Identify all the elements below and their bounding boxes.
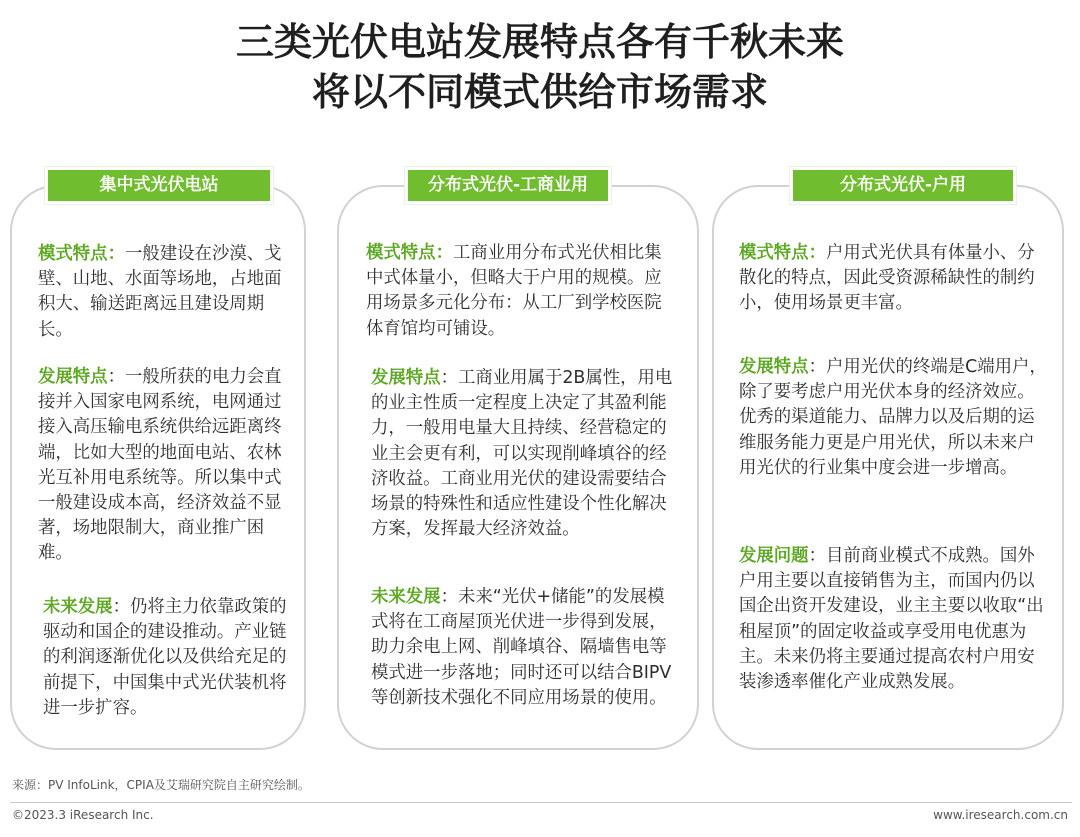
tag-commercial: 分布式光伏-工商业用 (405, 167, 611, 204)
block-sep: ： (808, 546, 826, 566)
block-future-commercial (371, 585, 679, 711)
block-text: 目前商业模式不成熟。国外户用主要以直接销售为主，而国内仍以国企出资开发建设，业主主要以收取“出租屋顶”的固定收益或享受用电优惠为主。未来仍将主要通过提高农村户用安装渗透率催化产业成熟发展。 (739, 546, 1044, 693)
tag-household: 分布式光伏-户用 (790, 167, 1016, 204)
block-label: 发展问题 (739, 546, 809, 566)
block-text: 户用式光伏具有体量小、分散化的特点，因此受资源稀缺性的制约小，使用场景更丰富。 (739, 243, 1035, 314)
block-text: 工商业用分布式光伏相比集中式体量小，但略大于户用的规模。应用场景多元化分布：从工厂到学校医院体育馆均可铺设。 (366, 243, 662, 339)
block-mode-household (739, 241, 1049, 317)
block-future-centralized (43, 595, 298, 721)
block-sep: ： (808, 243, 826, 263)
site-link[interactable]: www.iresearch.com.cn (933, 808, 1068, 822)
block-development-household (739, 355, 1049, 481)
block-text: 仍将主力依靠政策的驱动和国企的建设推动。产业链的利润逐渐优化以及供给充足的前提下，中国集中式光伏装机将进一步扩容。 (43, 597, 287, 718)
footer-divider (10, 802, 1072, 803)
block-label: 模式特点 (366, 243, 436, 263)
block-sep: ： (107, 367, 125, 387)
block-sep: ： (435, 243, 453, 263)
block-label: 发展特点 (371, 368, 441, 388)
block-sep: ： (107, 244, 125, 264)
block-issue-household (739, 544, 1049, 695)
block-label: 模式特点 (739, 243, 809, 263)
block-text: 工商业用属于2B属性，用电的业主性质一定程度上决定了其盈利能力，一般用电量大且持续、经营稳定的业主会更有利，可以实现削峰填谷的经济收益。工商业用光伏的建设需要结合场景的特殊性和适应性建设个性化解决方案，发挥最大经济效益。 (371, 368, 673, 540)
block-sep: ： (808, 357, 826, 377)
tag-centralized: 集中式光伏电站 (45, 167, 273, 204)
block-label: 发展特点 (38, 367, 108, 387)
block-label: 发展特点 (739, 357, 809, 377)
block-sep: ： (440, 368, 458, 388)
block-label: 模式特点 (38, 244, 108, 264)
page-title-line2: 将以不同模式供给市场需求 (311, 70, 768, 114)
page-title-line1: 三类光伏电站发展特点各有千秋未来 (235, 20, 844, 64)
block-text: 一般所获的电力会直接并入国家电网系统，电网通过接入高压输电系统供给远距离终端，比如大型的地面电站、农林光互补用电系统等。所以集中式一般建设成本高，经济效益不显著，场地限制大，商业推广困难。 (38, 367, 282, 564)
block-development-commercial (371, 366, 679, 542)
block-sep: ： (440, 587, 458, 607)
block-mode-commercial (366, 241, 676, 342)
block-text: 一般建设在沙漠、戈壁、山地、水面等场地，占地面积大、输送距离远且建设周期长。 (38, 244, 282, 340)
block-text: 户用光伏的终端是C端用户，除了要考虑户用光伏本身的经济效应。优秀的渠道能力、品牌力以及后期的运维服务能力更是户用光伏，所以未来户用光伏的行业集中度会进一步增高。 (739, 357, 1047, 478)
block-text: 未来“光伏+储能”的发展模式将在工商屋顶光伏进一步得到发展，助力余电上网、削峰填谷、隔墙售电等模式进一步落地；同时还可以结合BIPV等创新技术强化不同应用场景的使用。 (371, 587, 672, 708)
copyright: ©2023.3 iResearch Inc. (12, 808, 154, 822)
block-sep: ： (112, 597, 130, 617)
block-label: 未来发展 (371, 587, 441, 607)
block-development-centralized (38, 365, 296, 567)
block-label: 未来发展 (43, 597, 113, 617)
source-note: 来源：PV InfoLink，CPIA及艾瑞研究院自主研究绘制。 (12, 778, 310, 792)
block-mode-centralized (38, 242, 296, 343)
